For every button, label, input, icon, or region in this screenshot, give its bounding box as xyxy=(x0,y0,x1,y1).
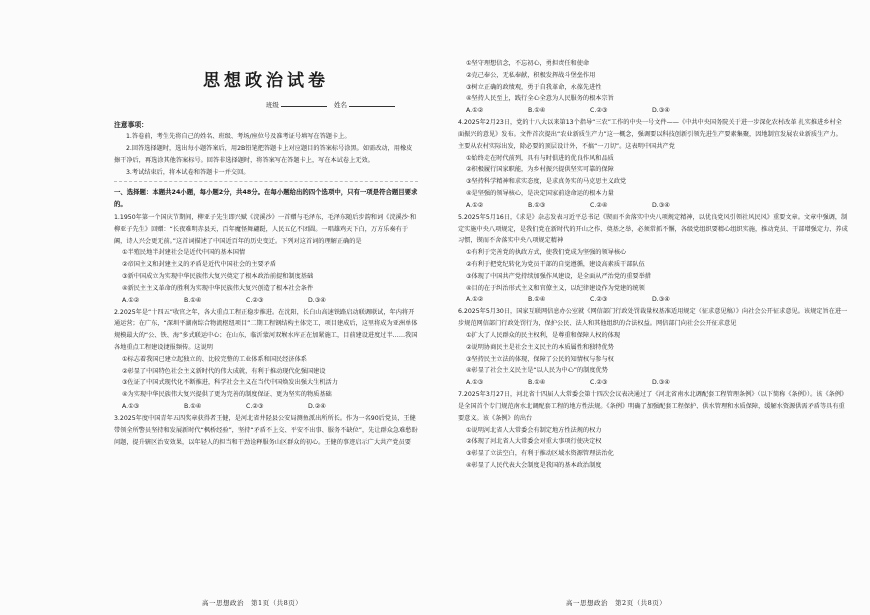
q5-choice-d: D.③④ xyxy=(652,296,670,304)
q3-choices xyxy=(466,105,848,117)
q3-option-2: ②克己奉公，无私奉献，积极发挥战斗堡垒作用 xyxy=(466,71,596,79)
q6-choice-b: B.①④ xyxy=(528,379,546,387)
q6-option-3: ③坚持民主立法的体现，保障了公民的知情权与参与权 xyxy=(466,355,614,363)
q2-option-1: ①标志着我国已建立起独立的、比较完整的工业体系和国民经济体系 xyxy=(122,355,307,363)
page-footer-2: 高一思想政治 第2页（共8页） xyxy=(566,599,667,607)
q5-option-1: ①有利于完善党的执政方式，使我们党成为坚强的领导核心 xyxy=(466,249,627,257)
question-3-stem: 3.2025年度中国青年五四奖章获得者王健，是河北省井陉县公安局测鱼派出所所长。作为一名90后党员，王健带领全所警员坚持和发展新时代“枫桥经验”，坚持“矛盾不上交、平安不出事、服务不缺位”，先让群众急难愁盼问题，提升辖区治安效果，以年轻人的担当和干劲诠释服务山区群众的初心。王健的事迹启示广大共产党员要 xyxy=(114,414,418,446)
q4-option-2: ②积极履行国家职能，为乡村振兴提供坚实可靠的保障 xyxy=(466,166,614,174)
q4-option-1: ①始终走在时代前列，具有与时俱进的优良作风和品质 xyxy=(466,154,614,162)
q4-choice-c: C.②④ xyxy=(590,201,608,209)
q4-choice-b: B.①③ xyxy=(528,201,546,209)
q6-choice-d: D.③④ xyxy=(652,379,670,387)
question-7-stem: 7.2025年3月27日，河北省十四届人大常委会第十四次会议表决通过了《河北省南水北调配套工程管理条例》（以下简称《条例》）。该《条例》是全国首个专门规范南水北调配套工程的地方性法规。《条例》明确了加强配套工程保护、供水管理和水质保障，缓解水资源供需矛盾等具有重要意义。该《条例》的出台 xyxy=(458,391,848,422)
q4-option-4: ④是坚强的领导核心，是决定国家前途命运的根本力量 xyxy=(466,189,614,197)
note-3: 3.考试结束后，将本试卷和答题卡一并交回。 xyxy=(126,169,250,176)
q3-choice-b: B.①④ xyxy=(528,107,546,115)
section-header: 一、选择题：本题共24小题，每小题2分，共48分。在每小题给出的四个选项中，只有一项是符合题目要求的。 xyxy=(114,188,418,208)
q1-option-4: ④新民主主义革命的胜利为实现中华民族伟大复兴创造了根本社会条件 xyxy=(122,284,314,292)
q7-option-1: ①说明河北省人大常委会有制定地方性法规的权力 xyxy=(466,426,602,434)
q4-choice-a: A.①② xyxy=(466,201,484,209)
student-info-row xyxy=(114,97,398,109)
q5-option-4: ④目的在于纠治形式主义和官僚主义，以纪律建设作为党建的统领 xyxy=(466,284,645,292)
question-5-stem: 5.2025年5月16日，《求是》杂志发表习近平总书记《锲而不舍落实中央八项规定精神，以优良党风引领社风民风》重要文章。文章中强调，制定实施中央八项规定，是我们党在新时代的开山之作、奠基之举，必须常抓不懈，各级党组织要精心组织实施，推动党员、干部增强定力、养成习惯，锲而不舍落实中央八项规定精神 xyxy=(458,213,848,245)
name-label: 姓名 xyxy=(334,101,347,109)
q2-option-2: ②彰显了中国特色社会主义新时代的伟大成就，有利于推动现代化强国建设 xyxy=(122,367,326,375)
page-footer-1: 高一思想政治 第1页（共8页） xyxy=(202,599,303,607)
q2-choices xyxy=(122,401,418,413)
question-1-stem: 1.1950年第一个国庆节期间，柳亚子先生即兴赋《浣溪沙》一首赠与毛泽东，毛泽东随后步韵和词《浣溪沙·和柳亚子先生》回赠：“长夜难明赤县天，百年魔怪舞翩跹，人民五亿不团圆。一唱雄鸡天下白，万方乐奏有于阗，诗人兴会更无前。”这首词描述了中国近百年的历史变迁。下列对这首词的理解正确的是 xyxy=(114,214,417,245)
q4-choices xyxy=(466,200,848,212)
q3-choice-d: D.③④ xyxy=(652,107,670,115)
q5-choice-a: A.①② xyxy=(466,296,484,304)
q2-choice-a: A.①③ xyxy=(122,402,140,410)
q4-choice-d: D.③④ xyxy=(652,201,670,209)
question-4-stem: 4.2025年2月23日，党的十八大以来第13个指导“三农”工作的中央一号文件——《中共中央国务院关于进一步深化农村改革 扎实推进乡村全面振兴的意见》发布。文件首次提出“农业新质生产力”这一概念，强调要以科技创新引领先进生产要素集聚，因地制宜发展农业新质生产力。主要从农村实际出发，除必要的顶层设计外，不搞“一刀切”。这表明中国共产党 xyxy=(458,119,842,150)
q5-choice-c: C.②③ xyxy=(590,296,608,304)
q1-choice-c: C.②③ xyxy=(246,296,264,304)
q3-option-1: ①坚守理想信念，不忘初心，勇担责任和使命 xyxy=(466,60,590,67)
q6-choice-a: A.①③ xyxy=(466,379,484,387)
q1-choices xyxy=(122,295,418,307)
q7-option-4: ④彰显了人民代表大会制度是我国的基本政治制度 xyxy=(466,461,602,469)
q1-choice-a: A.①② xyxy=(122,296,140,304)
q3-option-4: ④坚持人民至上，践行全心全意为人民服务的根本宗旨 xyxy=(466,95,614,103)
q3-option-3: ③树立正确的政绩观，勇于自我革命，永葆先进性 xyxy=(466,83,602,91)
q3-choice-a: A.①② xyxy=(466,107,484,115)
q2-option-3: ③佐证了中国式现代化不断推进，科学社会主义在当代中国焕发出强大生机活力 xyxy=(122,379,338,387)
notes-title: 注意事项： xyxy=(114,121,148,129)
q2-choice-d: D.②④ xyxy=(308,402,326,410)
q5-choice-b: B.①④ xyxy=(528,296,546,304)
class-label: 班级 xyxy=(265,101,279,109)
q1-choice-b: B.①④ xyxy=(184,296,202,304)
q2-choice-c: C.②③ xyxy=(246,402,264,410)
name-blank[interactable] xyxy=(349,97,395,107)
q3-choice-c: C.②③ xyxy=(590,107,608,115)
q6-choices xyxy=(466,377,848,389)
q5-choices xyxy=(466,294,848,306)
page-2 xyxy=(436,0,870,615)
q5-option-3: ③体现了中国共产党持续加强作风建设，是全面从严治党的重要举措 xyxy=(466,272,651,280)
q6-option-1: ①扩大了人民群众的民主权利，是尊重和保障人权的体现 xyxy=(466,331,621,339)
q1-choice-d: D.③④ xyxy=(308,296,326,304)
divider xyxy=(114,181,418,182)
note-1: 1.答卷前，考生先将自己的姓名、班级、考场/座位号及准考证号填写在答题卡上。 xyxy=(126,133,351,140)
class-blank[interactable] xyxy=(281,97,327,107)
q6-option-4: ④彰显了社会主义民主是“以人民为中心”的制度优势 xyxy=(466,367,608,375)
q7-option-3: ③彰显了立法空白，有利于推动区域水资源管理法治化 xyxy=(466,450,614,458)
q1-option-2: ②帝国主义和封建主义的矛盾是近代中国社会的主要矛盾 xyxy=(122,261,277,269)
note-2: 2.回答选择题时，选出每小题答案后，用2B铅笔把答题卡上对应题目的答案标号涂黑。如需改动，用橡皮擦干净后，再选涂其他答案标号。回答非选择题时，将答案写在答题卡上，写在本试卷上无效。 xyxy=(114,145,413,164)
question-6-stem: 6.2025年5月30日，国家互联网信息办公室就《网信部门行政处罚裁量权基准适用规定（征求意见稿）》向社会公开征求意见。该规定旨在进一步规范网信部门行政处罚行为，保护公民、法人和其他组织的合法权益。网信部门向社会公开征求意见 xyxy=(458,308,848,328)
q4-option-3: ③坚持科学精神和求实态度，是求真务实的马克思主义政党 xyxy=(466,178,627,186)
q7-option-2: ②体现了河北省人大常委会对重大事项行使决定权 xyxy=(466,438,602,446)
q2-option-4: ④为实现中华民族伟大复兴提供了更为完善的制度保证、更为坚实的物质基础 xyxy=(122,391,332,399)
q6-option-2: ②说明协商民主是社会主义民主的本质属性和独特优势 xyxy=(466,343,614,351)
exam-title: 思想政治试卷 xyxy=(203,71,329,91)
q1-option-1: ①半殖民地半封建社会是近代中国的基本国情 xyxy=(122,249,246,257)
question-2-stem: 2.2025年是“十四五”收官之年，各大重点工程正稳步推进。在沈阳，长白山高速铁路启动联调联试，年内将开通运营；在广东，“深圳平湖南综合物流枢纽项目”二期工程钢结构主体完工，项目建成后，这里将成为亚洲单体规模最大的“公、铁、海”多式联运中心；在山东，临沂蒙河双堠水库正在加紧施工，目前建设进度过半……我国各地重点工程建设捷报频传。这说明 xyxy=(114,308,418,351)
q2-choice-b: B.①④ xyxy=(184,402,202,410)
q6-choice-c: C.②③ xyxy=(590,379,608,387)
q5-option-2: ②有利于把党纪转化为党员干部的自觉遵循，建设高素质干部队伍 xyxy=(466,260,645,268)
q1-option-3: ③新中国成立为实现中华民族伟大复兴奠定了根本政治前提和制度基础 xyxy=(122,272,314,280)
